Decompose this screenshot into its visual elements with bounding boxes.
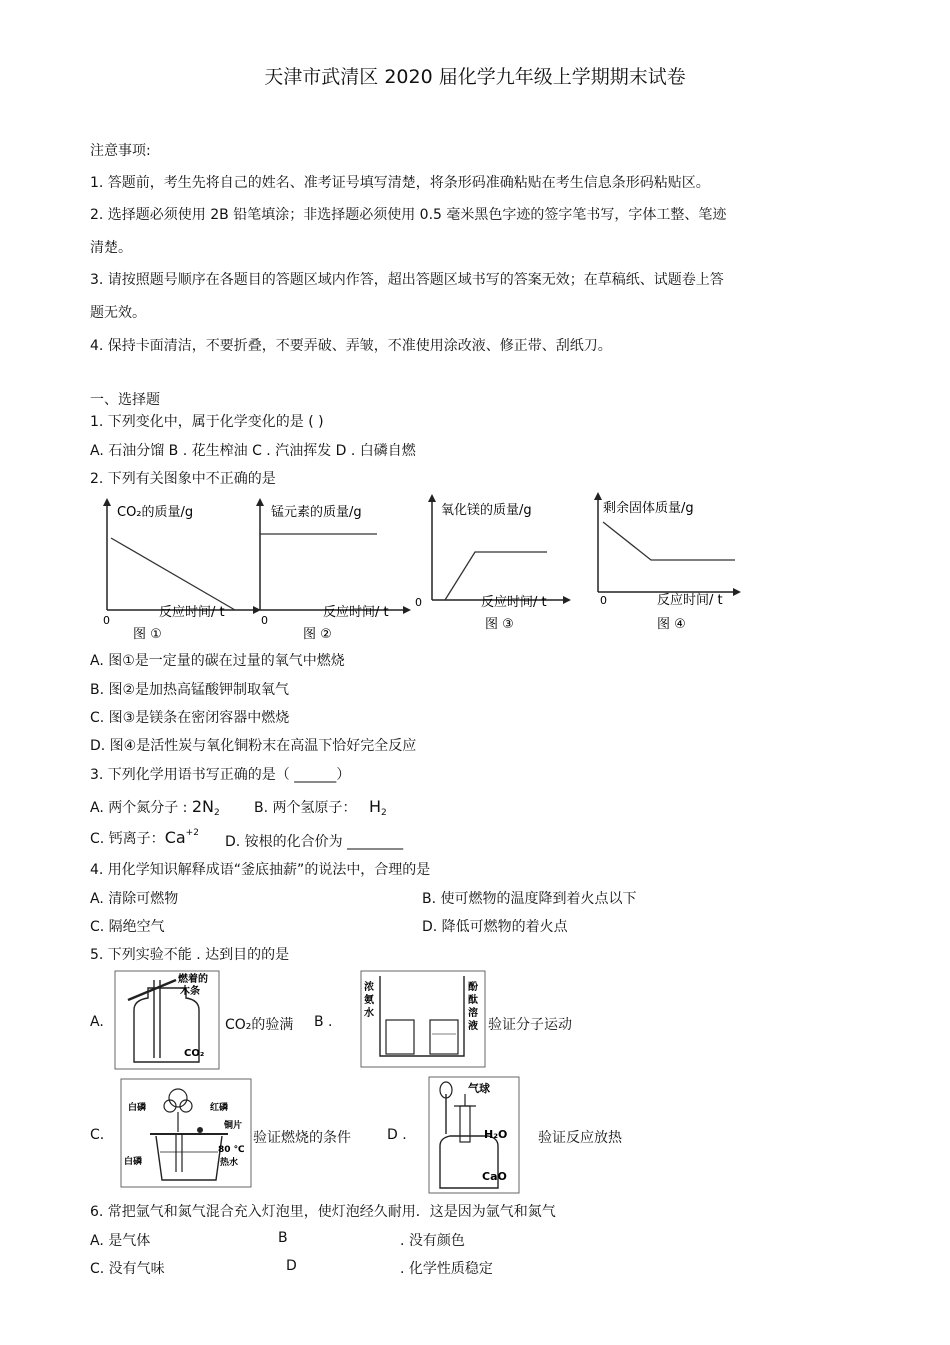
graph-2-origin: 0	[261, 614, 268, 627]
fig-c-hot-water: 热水	[220, 1158, 239, 1168]
q3-c-superscript: +2	[185, 828, 199, 838]
fig-a-label-1: 燃着的	[178, 974, 208, 985]
q3-option-c	[90, 828, 199, 848]
q3-b-text: B. 两个氢原子：	[254, 800, 357, 816]
fig-b-right-3: 溶	[468, 1008, 478, 1019]
q3-a-formula: 2N	[191, 797, 215, 816]
q3-c-formula: Ca	[164, 828, 186, 847]
notes-heading: 注意事项:	[90, 143, 151, 159]
q3-option-b	[254, 797, 387, 818]
fig-d-balloon: 气球	[468, 1082, 490, 1095]
fig-b-left-2: 氨	[364, 995, 374, 1006]
q5-a-text: CO₂的验满	[225, 1017, 294, 1033]
graph-3	[415, 494, 571, 632]
q5-c-text: 验证燃烧的条件	[253, 1130, 351, 1146]
q5-a-label: A.	[90, 1014, 104, 1030]
q6-option-a: A. 是气体	[90, 1233, 151, 1249]
graph-2-xlabel: 反应时间/ t	[323, 605, 389, 620]
q2-option-c: C. 图③是镁条在密闭容器中燃烧	[90, 710, 290, 726]
q6-stem: 6. 常把氩气和氮气混合充入灯泡里，使灯泡经久耐用．这是因为氩气和氮气	[90, 1204, 556, 1220]
q2-option-a: A. 图①是一定量的碳在过量的氧气中燃烧	[90, 653, 345, 669]
q6-option-d-text: . 化学性质稳定	[400, 1261, 493, 1277]
note-3-cont: 题无效。	[90, 305, 146, 321]
q3-a-text: A. 两个氮分子 :	[90, 800, 188, 816]
q1-stem: 1. 下列变化中，属于化学变化的是 ( )	[90, 414, 324, 430]
q5-figure-a	[114, 970, 220, 1070]
q5-figure-c	[120, 1078, 252, 1188]
graph-1	[103, 498, 261, 642]
q4-option-a: A. 清除可燃物	[90, 891, 179, 907]
q3-b-subscript: 2	[381, 808, 387, 818]
q5-d-label: D .	[387, 1127, 407, 1143]
graph-3-origin: 0	[415, 596, 422, 609]
fig-a-gas-label: CO₂	[184, 1048, 205, 1059]
q3-a-subscript: 2	[214, 808, 220, 818]
note-3: 3. 请按照题号顺序在各题目的答题区域内作答，超出答题区域书写的答案无效；在草稿纸、试题卷上答	[90, 272, 724, 288]
q2-stem: 2. 下列有关图象中不正确的是	[90, 471, 276, 487]
note-1: 1. 答题前，考生先将自己的姓名、准考证号填写清楚，将条形码准确粘贴在考生信息条形码粘贴区。	[90, 175, 710, 191]
section-heading: 一、选择题	[90, 392, 160, 408]
q4-stem: 4. 用化学知识解释成语“釜底抽薪”的说法中，合理的是	[90, 862, 431, 878]
fig-c-white-p-top: 白磷	[128, 1103, 147, 1113]
graph-3-xlabel: 反应时间/ t	[481, 595, 547, 610]
graph-4-caption: 图 ④	[657, 617, 686, 632]
fig-d-cao: CaO	[482, 1170, 507, 1183]
q4-option-b: B. 使可燃物的温度降到着火点以下	[422, 891, 637, 907]
graph-2-caption: 图 ②	[303, 627, 332, 642]
fig-b-right-4: 液	[468, 1021, 478, 1032]
graph-4-ylabel: 剩余固体质量/g	[603, 501, 694, 516]
q2-option-d: D. 图④是活性炭与氧化铜粉末在高温下恰好完全反应	[90, 738, 417, 754]
fig-c-temp: 80 ℃	[218, 1145, 245, 1155]
q6-option-d-label: D	[286, 1258, 297, 1274]
q3-b-formula: H	[368, 797, 381, 816]
q6-option-b-label: B	[278, 1230, 288, 1246]
graph-4-origin: 0	[600, 594, 607, 607]
page-title: 天津市武清区 2020 届化学九年级上学期期末试卷	[264, 66, 686, 88]
q3-stem: 3. 下列化学用语书写正确的是（ ______）	[90, 767, 351, 783]
fig-b-left-3: 水	[364, 1008, 374, 1019]
q3-c-text: C. 钙离子：	[90, 831, 165, 847]
fig-b-right-2: 酞	[468, 995, 478, 1006]
q6-option-b-text: . 没有颜色	[400, 1233, 465, 1249]
fig-c-copper: 铜片	[224, 1121, 243, 1131]
q5-b-text: 验证分子运动	[488, 1017, 572, 1033]
q6-option-c: C. 没有气味	[90, 1261, 165, 1277]
fig-d-water: H₂O	[484, 1128, 508, 1141]
q5-d-text: 验证反应放热	[538, 1130, 622, 1146]
q5-figure-b	[360, 970, 486, 1068]
graph-4-xlabel: 反应时间/ t	[657, 593, 723, 608]
graph-2-ylabel: 锰元素的质量/g	[271, 505, 362, 520]
note-2: 2. 选择题必须使用 2B 铅笔填涂；非选择题必须使用 0.5 毫米黑色字迹的签字笔书写，字体工整、笔迹	[90, 207, 727, 223]
fig-a-label-2: 木条	[180, 986, 200, 997]
graph-4	[594, 492, 741, 632]
q4-option-d: D. 降低可燃物的着火点	[422, 919, 568, 935]
graph-1-caption: 图 ①	[133, 627, 162, 642]
q3-option-d: D. 铵根的化合价为 ________	[225, 834, 404, 850]
q1-options: A. 石油分馏 B . 花生榨油 C . 汽油挥发 D . 白磷自燃	[90, 443, 416, 459]
fig-b-left-1: 浓	[364, 982, 374, 993]
q5-b-label: B .	[314, 1014, 333, 1030]
graph-1-xlabel: 反应时间/ t	[159, 605, 225, 620]
graph-1-ylabel: CO₂的质量/g	[117, 505, 194, 520]
q5-stem: 5. 下列实验不能 . 达到目的的是	[90, 947, 290, 963]
note-4: 4. 保持卡面清洁，不要折叠，不要弄破、弄皱，不准使用涂改液、修正带、刮纸刀。	[90, 338, 612, 354]
graph-1-origin: 0	[103, 614, 110, 627]
q5-figure-d	[428, 1076, 538, 1194]
graph-3-caption: 图 ③	[485, 617, 514, 632]
fig-b-right-1: 酚	[468, 982, 478, 993]
fig-c-white-p-bottom: 白磷	[124, 1157, 143, 1167]
q2-option-b: B. 图②是加热高锰酸钾制取氧气	[90, 682, 290, 698]
q4-option-c: C. 隔绝空气	[90, 919, 165, 935]
fig-c-red-p: 红磷	[210, 1103, 229, 1113]
q5-c-label: C.	[90, 1127, 105, 1143]
q3-option-a	[90, 797, 220, 818]
graph-2	[256, 498, 411, 642]
note-2-cont: 清楚。	[90, 240, 132, 256]
graph-3-ylabel: 氧化镁的质量/g	[441, 503, 532, 518]
q2-graphs	[95, 492, 755, 642]
